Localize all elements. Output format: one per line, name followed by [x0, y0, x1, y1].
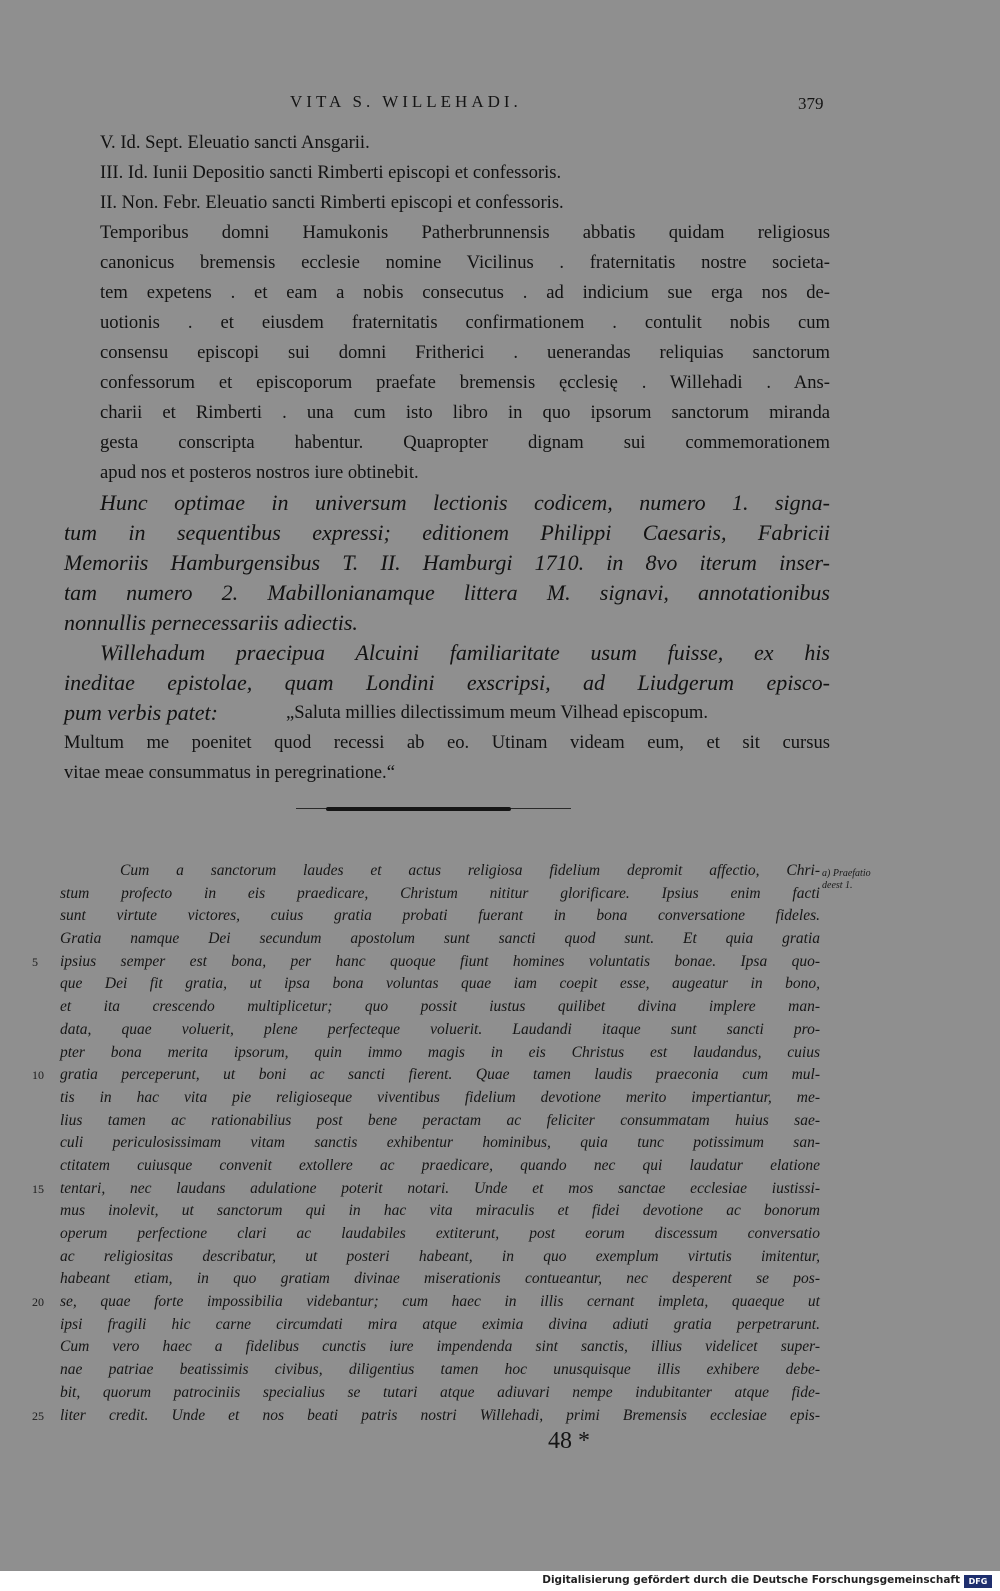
text-line: Temporibus domni Hamukonis Patherbrunnensis abbatis quidam religiosus — [100, 222, 830, 243]
page-number: 379 — [798, 94, 824, 113]
dfg-logo-icon: DFG — [964, 1575, 992, 1588]
text-line: consensu episcopi sui domni Fritherici . uenerandas reliquias sanctorum — [100, 342, 830, 363]
text-line: canonicus bremensis ecclesie nomine Vicilinus . fraternitatis nostre societa- — [100, 252, 830, 273]
text-line: bit, quorum patrociniis specialius se tutari atque adiuvari nempe indubitanter atque fide- — [60, 1383, 820, 1401]
footer-bar — [0, 1572, 1000, 1591]
text-line: que Dei fit gratia, ut ipsa bona voluntas quae iam coepit esse, augeatur in bono, — [60, 975, 820, 993]
text-line: gesta conscripta habentur. Quapropter dignam sui commemorationem — [100, 432, 830, 453]
running-title: VITA S. WILLEHADI. — [290, 92, 522, 111]
text-line: Multum me poenitet quod recessi ab eo. Utinam videam eum, et sit cursus — [64, 732, 830, 753]
text-line: apud nos et posteros nostros iure obtinebit. — [100, 462, 419, 483]
italic-line: Memoriis Hamburgensibus T. II. Hamburgi 1710. in 8vo iterum inser- — [64, 550, 830, 575]
text-line — [32, 1064, 820, 1087]
line-text: se, quae forte impossibilia videbantur; cum haec in illis cernant impleta, quaeque ut — [60, 1293, 820, 1311]
italic-line: Willehadum praecipua Alcuini familiaritate usum fuisse, ex his — [100, 640, 830, 665]
text-line: ipsi fragili hic carne circumdati mira atque eximia divina adiuti gratia perpetrarunt. — [60, 1315, 820, 1333]
italic-line: Hunc optimae in universum lectionis codicem, numero 1. signa- — [100, 490, 830, 515]
text-line: uotionis . et eiusdem fraternitatis confirmationem . contulit nobis cum — [100, 312, 830, 333]
text-line: Gratia namque Dei secundum apostolum sunt sancti quod sunt. Et quia gratia — [60, 930, 820, 948]
line-text: tentari, nec laudans adulatione poterit notari. Unde et mos sanctae ecclesiae iustissi- — [60, 1179, 820, 1197]
text-line — [32, 951, 820, 974]
italic-line-with-quote — [64, 698, 830, 728]
text-line: charii et Rimberti . una cum isto libro in quo ipsorum sanctorum miranda — [100, 402, 830, 423]
text-line: tem expetens . et eam a nobis consecutus . ad indicium sue erga nos de- — [100, 282, 830, 303]
upper-text-block — [64, 128, 830, 788]
line-text: gratia perceperunt, ut boni ac sancti fierent. Quae tamen laudis praeconia cum mul- — [60, 1066, 820, 1084]
text-line: ac religiositas describatur, ut posteri habeant, in quo exemplum virtutis imitentur, — [60, 1247, 820, 1265]
footer-credit: Digitalisierung gefördert durch die Deutsche Forschungsgemeinschaft — [542, 1574, 960, 1586]
text-line: nae patriae beatissimis civibus, diligentius tamen hoc unusquisque illis exhibere debe- — [60, 1361, 820, 1379]
text-line — [32, 1291, 820, 1314]
line-number: 25 — [32, 1408, 44, 1423]
catchword: 48 * — [548, 1428, 590, 1454]
text-line: tis in hac vita pie religioseque viventibus fidelium devotione merito impertiantur, me- — [60, 1088, 820, 1106]
text-line: mus inolevit, ut sanctorum qui in hac vita miraculis et fidei devotione ac bonorum — [60, 1202, 820, 1220]
text-line: confessorum et episcoporum praefate bremensis ęcclesię . Willehadi . Ans- — [100, 372, 830, 393]
margin-note: a) Praefatio deest 1. — [822, 868, 871, 891]
text-line: data, quae voluerit, plene perfecteque voluerit. Laudandi itaque sunt sancti pro- — [60, 1020, 820, 1038]
text-line: culi periculosissimam vitam sanctis exhibentur hominibus, quia tunc potissimum san- — [60, 1134, 820, 1152]
lower-text-block — [32, 860, 820, 1427]
line-text: liter credit. Unde et nos beati patris nostri Willehadi, primi Bremensis ecclesiae epis- — [60, 1406, 820, 1424]
text-line: sunt virtute victores, cuius gratia probati fuerant in bona conversatione fideles. — [60, 907, 820, 925]
line-number: 15 — [32, 1181, 44, 1196]
text-line: lius tamen ac rationabilius post bene peractam ac feliciter consummatam huius sae- — [60, 1111, 820, 1129]
line-number: 20 — [32, 1295, 44, 1310]
text-line: II. Non. Febr. Eleuatio sancti Rimberti episcopi et confessoris. — [100, 192, 564, 213]
italic-fragment: pum verbis patet: — [64, 700, 218, 725]
line-text: ipsius semper est bona, per hanc quoque fiunt homines voluntatis bonae. Ipsa quo- — [60, 952, 820, 970]
text-line: Cum vero haec a fidelibus cunctis iure impendenda sint sanctis, illius videlicet super- — [60, 1338, 820, 1356]
line-number: 5 — [32, 954, 38, 969]
italic-line: tam numero 2. Mabillonianamque littera M. signavi, annotationibus — [64, 580, 830, 605]
text-line: habeant etiam, in quo gratiam divinae miserationis contueantur, nec desperent se pos- — [60, 1270, 820, 1288]
text-line: operum perfectione clari ac laudabiles extiterunt, post eorum discessum conversatio — [60, 1225, 820, 1242]
italic-line: tum in sequentibus expressi; editionem Philippi Caesaris, Fabricii — [64, 520, 830, 545]
text-line: stum profecto in eis praedicare, Christum nititur glorificare. Ipsius enim facti — [60, 884, 820, 902]
line-number: 10 — [32, 1068, 44, 1083]
divider-bar — [326, 807, 511, 811]
page-header — [0, 92, 1000, 122]
text-line — [32, 1178, 820, 1201]
text-line: pter bona merita ipsorum, quin immo magis in eis Christus est laudandus, cuius — [60, 1043, 820, 1061]
text-line: ctitatem cuiusque convenit extollere ac praedicare, quando nec qui laudatur elatione — [60, 1156, 820, 1174]
italic-line: nonnullis pernecessariis adiectis. — [64, 610, 358, 635]
text-line: vitae meae consummatus in peregrinatione.“ — [64, 762, 395, 783]
section-divider — [296, 806, 571, 812]
text-line: III. Id. Iunii Depositio sancti Rimberti episcopi et confessoris. — [100, 162, 562, 183]
text-line: et ita crescendo multiplicetur; quo possit iustus quilibet divina implere man- — [60, 998, 820, 1016]
text-line: V. Id. Sept. Eleuatio sancti Ansgarii. — [100, 132, 370, 153]
text-line: Cum a sanctorum laudes et actus religiosa fidelium depromit affectio, Chri- — [120, 862, 820, 879]
text-line — [32, 1405, 820, 1428]
quote-fragment: „Saluta millies dilectissimum meum Vilhead episcopum. — [286, 702, 708, 723]
italic-line: ineditae epistolae, quam Londini exscripsi, ad Liudgerum episco- — [64, 670, 830, 695]
